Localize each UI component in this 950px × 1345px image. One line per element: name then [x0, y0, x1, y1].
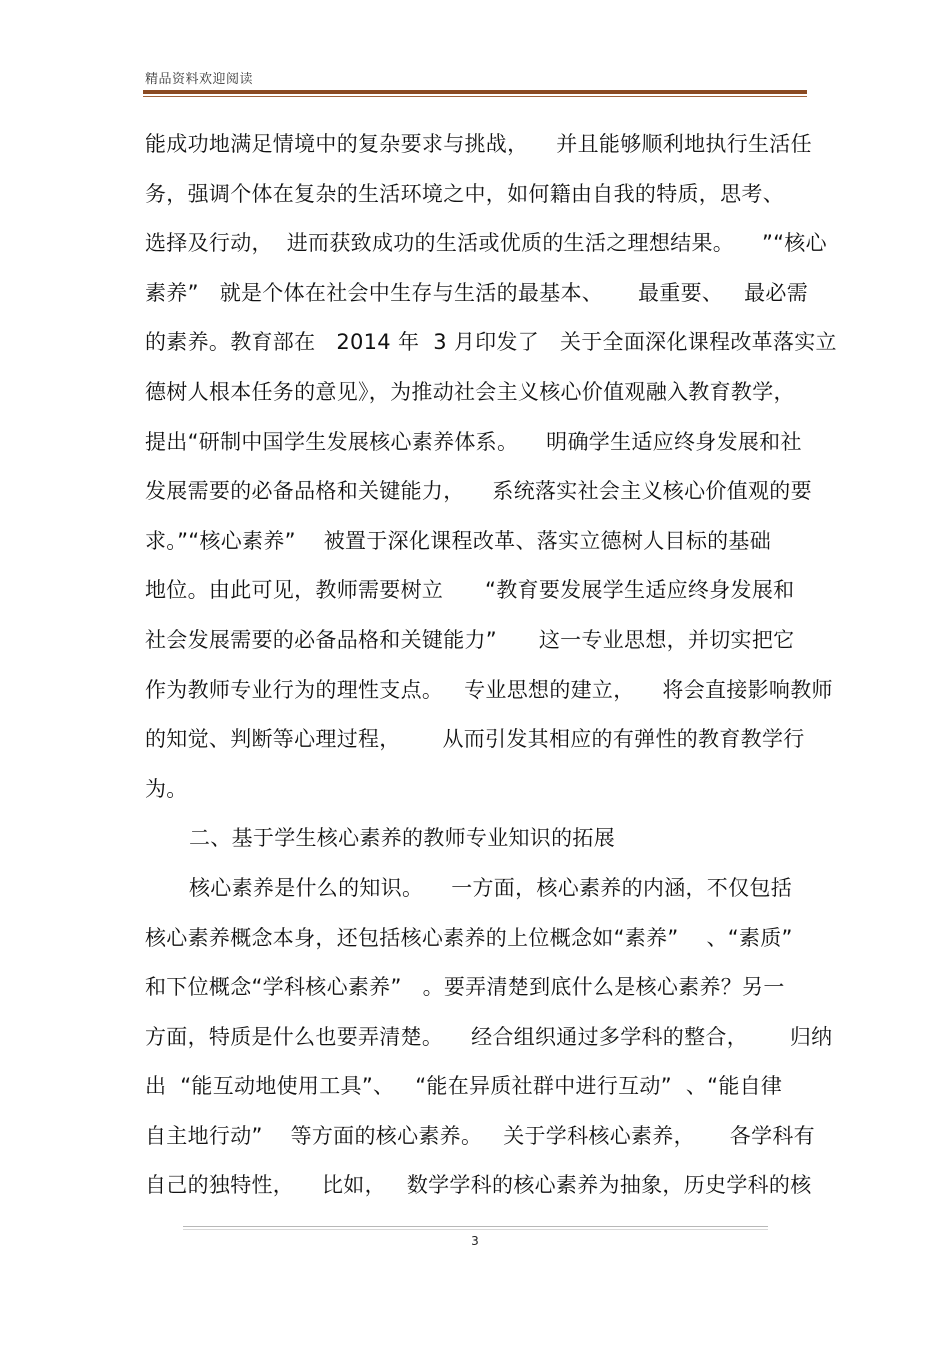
body-line: 能成功地满足情境中的复杂要求与挑战， 并且能够顺利地执行生活任 — [145, 132, 812, 156]
document-body — [145, 120, 837, 1211]
body-line: 发展需要的必备品格和关键能力， 系统落实社会主义核心价值观的要 — [145, 479, 812, 504]
body-line: 和下位概念“学科核心素养” 。要弄清楚到底什么是核心素养？另一 — [145, 975, 785, 1000]
paragraph-first-line: 核心素养是什么的知识。 一方面，核心素养的内涵，不仅包括 — [189, 875, 792, 900]
body-line: 的素养。教育部在 2014 年 3 月印发了 关于全面深化课程改革落实立 — [145, 330, 837, 355]
body-line: 社会发展需要的必备品格和关键能力” 这一专业思想，并切实把它 — [145, 627, 795, 652]
header-divider — [143, 90, 807, 94]
body-line: 自己的独特性， 比如， 数学学科的核心素养为抽象，历史学科的核 — [145, 1173, 812, 1198]
body-line: 自主地行动” 等方面的核心素养。 关于学科核心素养， 各学科有 — [145, 1123, 815, 1148]
header-divider-thin — [143, 96, 807, 97]
body-line: 核心素养概念本身，还包括核心素养的上位概念如“素养” 、“素质” — [145, 925, 793, 950]
body-line: 提出“研制中国学生发展核心素养体系。 明确学生适应终身发展和社 — [145, 429, 802, 454]
section-heading: 二、基于学生核心素养的教师专业知识的拓展 — [189, 826, 615, 851]
body-line: 素养” 就是个体在社会中生存与生活的最基本、 最重要、 最必需 — [145, 280, 809, 305]
body-line: 出 “能互动地使用工具”、 “能在异质社群中进行互动” 、“能自律 — [145, 1074, 783, 1099]
body-line: 选择及行动， 进而获致成功的生活或优质的生活之理想结果。 ”“核心 — [145, 231, 827, 256]
page-header-title: 精品资料欢迎阅读 — [145, 72, 254, 87]
body-line: 地位。由此可见，教师需要树立 “教育要发展学生适应终身发展和 — [145, 578, 795, 603]
footer-divider-thin — [183, 1229, 768, 1230]
body-line: 为。 — [145, 776, 188, 801]
body-line: 求。”“核心素养” 被置于深化课程改革、落实立德树人目标的基础 — [145, 528, 772, 553]
body-line: 务，强调个体在复杂的生活环境之中，如何籍由自我的特质，思考、 — [145, 181, 784, 206]
body-line: 作为教师专业行为的理性支点。 专业思想的建立， 将会直接影响教师 — [145, 677, 833, 702]
body-line: 的知觉、判断等心理过程， 从而引发其相应的有弹性的教育教学行 — [145, 727, 805, 752]
page-number: 3 — [471, 1234, 479, 1248]
footer-divider — [183, 1226, 768, 1227]
body-line: 德树人根本任务的意见》，为推动社会主义核心价值观融入教育教学， — [145, 379, 795, 404]
body-line: 方面，特质是什么也要弄清楚。 经合组织通过多学科的整合， 归纳 — [145, 1024, 833, 1049]
